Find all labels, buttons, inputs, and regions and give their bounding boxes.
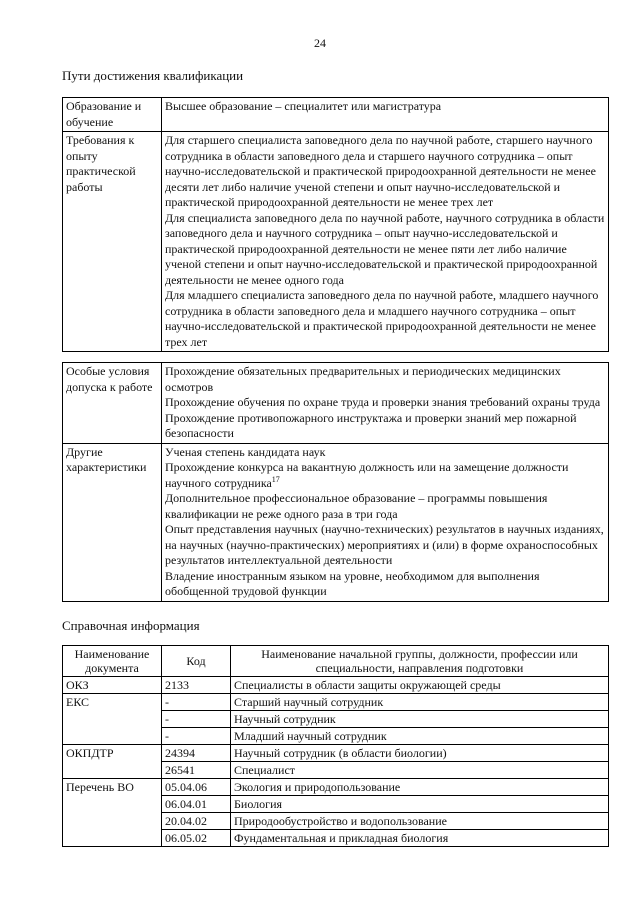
table-row — [63, 677, 609, 694]
code-cell: 06.05.02 — [162, 830, 231, 847]
footnote-ref: 17 — [271, 474, 280, 484]
table-header-row — [63, 646, 609, 677]
doc-cell: Перечень ВО — [63, 779, 162, 847]
row-label: Образование и обучение — [63, 98, 162, 132]
code-cell: 20.04.02 — [162, 813, 231, 830]
header-document: Наименование документа — [63, 646, 162, 677]
row-content — [162, 443, 609, 601]
paragraph: Прохождение противопожарного инструктажа и проверки знаний мер пожарной безопасности — [165, 410, 577, 440]
row-label: Требования к опыту практической работы — [63, 132, 162, 352]
paragraph: Владение иностранным языком на уровне, необходимом для выполнения обобщенной трудовой функции — [165, 568, 540, 598]
doc-cell: ОКЗ — [63, 677, 162, 694]
row-label: Другие характеристики — [63, 443, 162, 601]
name-cell: Специалист — [231, 762, 609, 779]
name-cell: Биология — [231, 796, 609, 813]
paragraph: Для младшего специалиста заповедного дела по научной работе, младшего научного сотрудника в области заповедного дела и младшего научного сотрудника – опыт научно-исследовательской и практической природоохранной деятельности не менее трех лет — [165, 288, 599, 349]
row-label: Особые условия допуска к работе — [63, 363, 162, 444]
reference-table — [62, 645, 609, 847]
paragraph-text: Прохождение конкурса на вакантную должность или на замещение должности научного сотрудника — [165, 460, 569, 490]
section-title-reference-info: Справочная информация — [62, 618, 200, 633]
paragraph: Для специалиста заповедного дела по научной работе, научного сотрудника в области заповедного дела и научного сотрудника – опыт научно-исследовательской и практической природоохранной деятельности не менее пяти лет либо наличие ученой степени и опыт научно-исследовательской и практической природоохранной деятельности не менее одного года — [165, 210, 605, 287]
header-code: Код — [162, 646, 231, 677]
row-content — [162, 98, 609, 132]
name-cell: Младший научный сотрудник — [231, 728, 609, 745]
paragraph: Прохождение обязательных предварительных и периодических медицинских осмотров — [165, 364, 561, 394]
header-name: Наименование начальной группы, должности, профессии или специальности, направления подготовки — [231, 646, 609, 677]
code-cell: - — [162, 711, 231, 728]
paragraph: Прохождение обучения по охране труда и проверки знания требований охраны труда — [165, 395, 601, 409]
name-cell: Специалисты в области защиты окружающей среды — [231, 677, 609, 694]
doc-cell: ЕКС — [63, 694, 162, 745]
name-cell: Старший научный сотрудник — [231, 694, 609, 711]
name-cell: Фундаментальная и прикладная биология — [231, 830, 609, 847]
table-row — [63, 779, 609, 796]
name-cell: Экология и природопользование — [231, 779, 609, 796]
paragraph: Ученая степень кандидата наук — [165, 444, 326, 459]
code-cell: 06.04.01 — [162, 796, 231, 813]
table-row — [63, 363, 609, 444]
qualification-table — [62, 97, 609, 352]
row-content — [162, 132, 609, 352]
paragraph — [165, 460, 605, 491]
table-row — [63, 745, 609, 762]
paragraph: Высшее образование – специалитет или магистратура — [165, 99, 442, 113]
name-cell: Научный сотрудник — [231, 711, 609, 728]
section-title-qualification-paths: Пути достижения квалификации — [62, 68, 244, 83]
row-content — [162, 363, 609, 444]
code-cell: - — [162, 694, 231, 711]
table-row — [63, 694, 609, 711]
table-row — [63, 98, 609, 132]
code-cell: - — [162, 728, 231, 745]
paragraph: Дополнительное профессиональное образование – программы повышения квалификации не реже одного раза в три года — [165, 491, 548, 521]
code-cell: 05.04.06 — [162, 779, 231, 796]
name-cell: Научный сотрудник (в области биологии) — [231, 745, 609, 762]
paragraph: Для старшего специалиста заповедного дела по научной работе, старшего научного сотрудника в области заповедного дела и старшего научного сотрудника – опыт научно-исследовательской и практической природоохранной деятельности не менее десяти лет либо наличие ученой степени и опыт научно-исследовательской и практической природоохранной деятельности не менее трех лет — [165, 133, 596, 209]
page-number: 24 — [314, 36, 326, 50]
name-cell: Природообустройство и водопользование — [231, 813, 609, 830]
code-cell: 2133 — [162, 677, 231, 694]
doc-cell: ОКПДТР — [63, 745, 162, 779]
conditions-table — [62, 362, 609, 602]
code-cell: 26541 — [162, 762, 231, 779]
code-cell: 24394 — [162, 745, 231, 762]
table-row — [63, 132, 609, 352]
table-row — [63, 443, 609, 601]
paragraph: Опыт представления научных (научно-технических) результатов в научных изданиях, на научных (научно-практических) мероприятиях и (или) в форме охраноспособных результатов интеллектуальной деятельности — [165, 522, 604, 567]
